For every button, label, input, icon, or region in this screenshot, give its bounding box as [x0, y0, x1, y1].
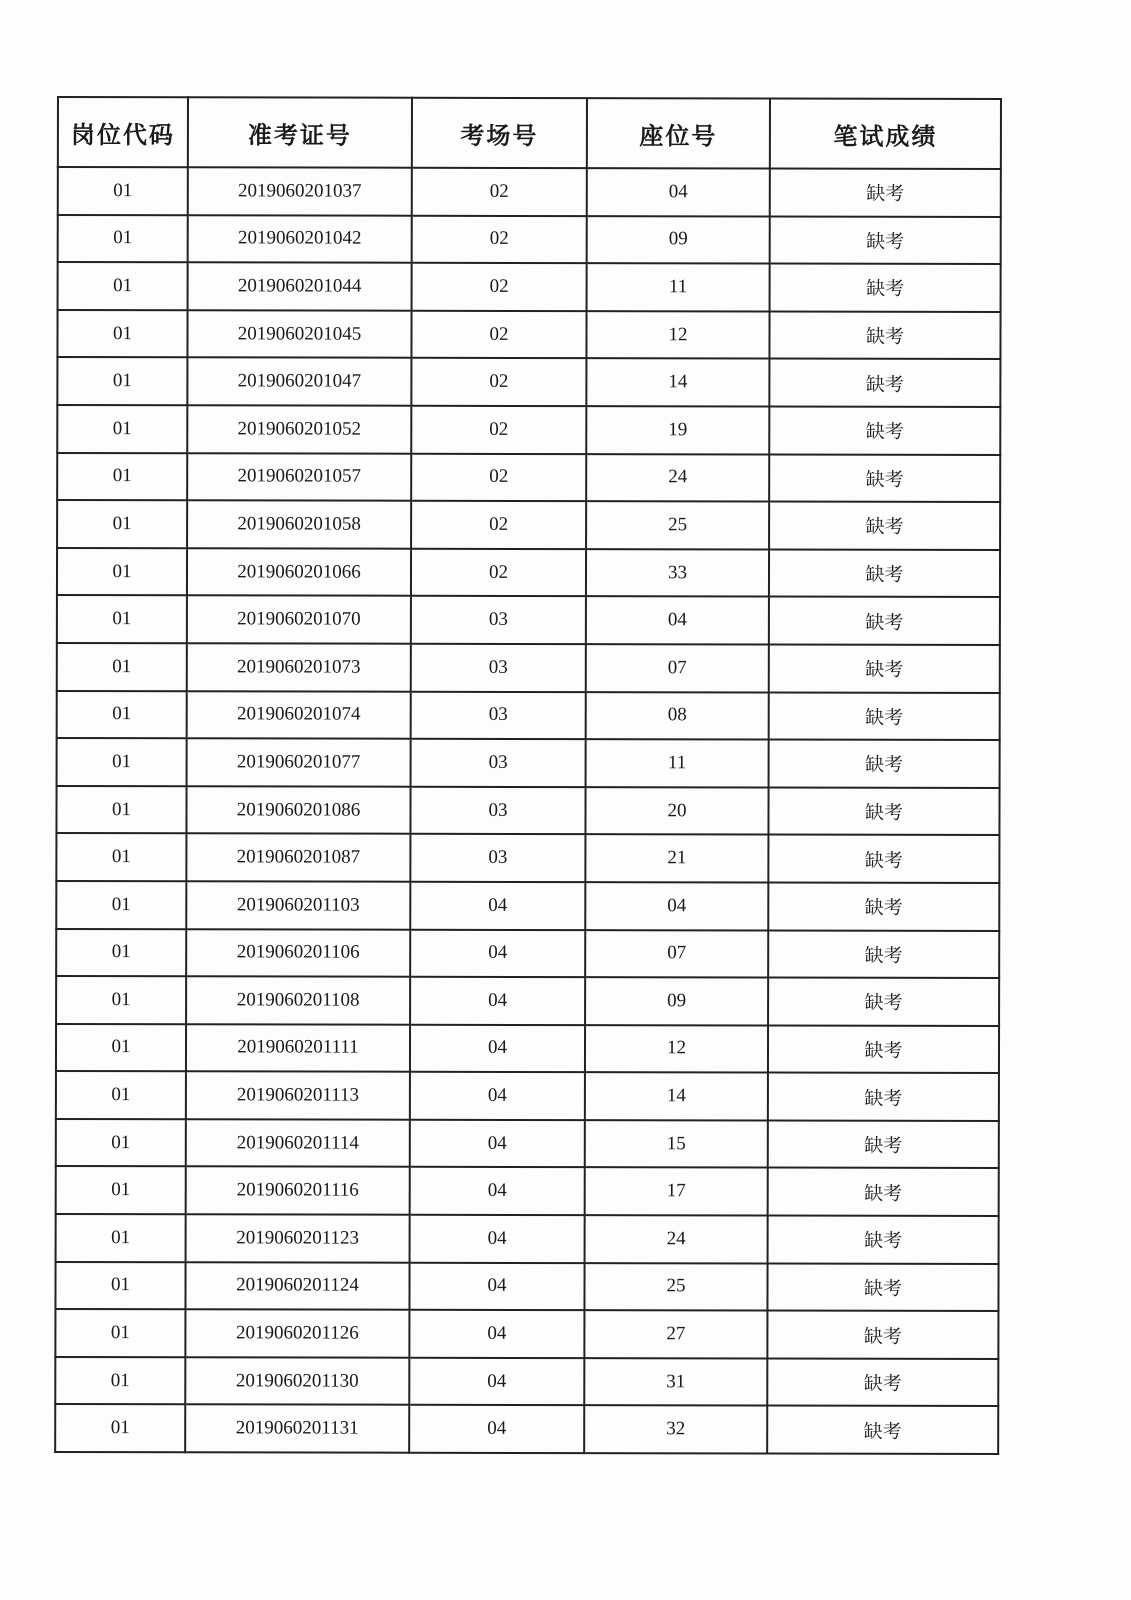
cell-room-number: 02: [412, 263, 587, 311]
table-row: [57, 310, 1000, 360]
cell-post-code: 01: [55, 1309, 185, 1357]
cell-room-number: 02: [411, 501, 586, 549]
cell-seat-number: 09: [585, 977, 768, 1025]
cell-room-number: 04: [410, 1167, 585, 1215]
cell-room-number: 04: [409, 1310, 584, 1358]
cell-room-number: 04: [410, 977, 585, 1025]
cell-written-score: 缺考: [769, 502, 1000, 550]
cell-seat-number: 07: [585, 930, 768, 978]
table-row: [57, 595, 1000, 645]
cell-post-code: 01: [57, 500, 187, 548]
cell-written-score: 缺考: [769, 597, 1000, 645]
cell-written-score: 缺考: [767, 1358, 998, 1406]
table-row: [56, 833, 999, 883]
cell-seat-number: 12: [586, 311, 769, 359]
cell-room-number: 03: [411, 691, 586, 739]
cell-post-code: 01: [55, 1404, 185, 1452]
cell-written-score: 缺考: [770, 168, 1001, 216]
cell-seat-number: 24: [585, 1215, 768, 1263]
table-row: [56, 1214, 999, 1264]
cell-post-code: 01: [56, 833, 186, 881]
table-row: [57, 548, 1000, 598]
cell-ticket-number: 2019060201106: [186, 929, 410, 977]
cell-ticket-number: 2019060201074: [187, 691, 411, 739]
header-row: [58, 97, 1001, 169]
cell-ticket-number: 2019060201070: [187, 596, 411, 644]
cell-ticket-number: 2019060201037: [188, 167, 412, 215]
cell-written-score: 缺考: [769, 692, 1000, 740]
table-row: [56, 929, 999, 979]
cell-seat-number: 20: [585, 787, 768, 835]
cell-room-number: 04: [410, 1072, 585, 1120]
cell-ticket-number: 2019060201086: [186, 786, 410, 834]
cell-written-score: 缺考: [769, 359, 1000, 407]
cell-written-score: 缺考: [768, 882, 999, 930]
table-row: [57, 643, 1000, 693]
table-row: [57, 738, 1000, 788]
cell-ticket-number: 2019060201126: [185, 1310, 409, 1358]
cell-post-code: 01: [56, 1071, 186, 1119]
cell-written-score: 缺考: [768, 1168, 999, 1216]
table-row: [57, 453, 1000, 503]
cell-ticket-number: 2019060201111: [186, 1024, 410, 1072]
cell-post-code: 01: [56, 976, 186, 1024]
cell-post-code: 01: [58, 215, 188, 263]
cell-seat-number: 27: [584, 1310, 767, 1358]
exam-score-table: [54, 96, 1002, 1455]
cell-written-score: 缺考: [767, 1406, 998, 1454]
cell-ticket-number: 2019060201123: [186, 1214, 410, 1262]
cell-room-number: 02: [411, 358, 586, 406]
cell-ticket-number: 2019060201045: [187, 310, 411, 358]
cell-seat-number: 08: [586, 692, 769, 740]
cell-seat-number: 14: [585, 1072, 768, 1120]
cell-ticket-number: 2019060201108: [186, 976, 410, 1024]
cell-seat-number: 32: [584, 1406, 767, 1454]
table-row: [55, 1309, 998, 1359]
table-row: [56, 881, 999, 931]
cell-room-number: 04: [409, 1405, 584, 1453]
cell-seat-number: 33: [586, 549, 769, 597]
cell-post-code: 01: [57, 310, 187, 358]
cell-seat-number: 14: [586, 358, 769, 406]
cell-written-score: 缺考: [768, 930, 999, 978]
cell-post-code: 01: [56, 1119, 186, 1167]
cell-seat-number: 04: [586, 596, 769, 644]
cell-room-number: 04: [410, 1024, 585, 1072]
cell-written-score: 缺考: [767, 1263, 998, 1311]
cell-post-code: 01: [57, 405, 187, 453]
cell-ticket-number: 2019060201114: [186, 1119, 410, 1167]
cell-seat-number: 07: [586, 644, 769, 692]
cell-post-code: 01: [57, 453, 187, 501]
cell-ticket-number: 2019060201131: [185, 1405, 409, 1453]
cell-seat-number: 11: [586, 739, 769, 787]
cell-post-code: 01: [57, 738, 187, 786]
cell-written-score: 缺考: [768, 1073, 999, 1121]
cell-room-number: 02: [411, 453, 586, 501]
cell-room-number: 02: [411, 406, 586, 454]
table-row: [58, 262, 1001, 312]
cell-post-code: 01: [56, 929, 186, 977]
cell-room-number: 03: [411, 739, 586, 787]
cell-room-number: 04: [409, 1358, 584, 1406]
cell-written-score: 缺考: [767, 1311, 998, 1359]
header-written-score: 笔试成绩: [770, 98, 1001, 168]
table-header: [58, 97, 1001, 169]
table-row: [55, 1404, 998, 1454]
cell-post-code: 01: [56, 881, 186, 929]
cell-written-score: 缺考: [768, 835, 999, 883]
cell-written-score: 缺考: [769, 644, 1000, 692]
cell-post-code: 01: [55, 1262, 185, 1310]
cell-post-code: 01: [57, 357, 187, 405]
header-ticket-number: 准考证号: [188, 97, 412, 167]
cell-ticket-number: 2019060201124: [185, 1262, 409, 1310]
cell-room-number: 04: [410, 1215, 585, 1263]
table-row: [56, 1024, 999, 1074]
cell-seat-number: 17: [585, 1168, 768, 1216]
table-row: [58, 215, 1001, 265]
table-row: [56, 1166, 999, 1216]
cell-ticket-number: 2019060201087: [186, 834, 410, 882]
header-room-number: 考场号: [412, 98, 587, 168]
cell-post-code: 01: [58, 262, 188, 310]
cell-ticket-number: 2019060201116: [186, 1167, 410, 1215]
cell-post-code: 01: [57, 643, 187, 691]
cell-ticket-number: 2019060201057: [187, 453, 411, 501]
cell-written-score: 缺考: [768, 1120, 999, 1168]
cell-seat-number: 19: [586, 406, 769, 454]
table-row: [56, 976, 999, 1026]
cell-post-code: 01: [56, 786, 186, 834]
cell-written-score: 缺考: [768, 1025, 999, 1073]
cell-room-number: 02: [411, 311, 586, 359]
cell-seat-number: 21: [585, 834, 768, 882]
cell-post-code: 01: [56, 1166, 186, 1214]
cell-ticket-number: 2019060201066: [187, 548, 411, 596]
cell-post-code: 01: [56, 1024, 186, 1072]
cell-room-number: 04: [410, 1120, 585, 1168]
cell-ticket-number: 2019060201113: [186, 1072, 410, 1120]
table-row: [57, 500, 1000, 550]
cell-room-number: 02: [411, 548, 586, 596]
table-body: [55, 167, 1001, 1454]
cell-seat-number: 31: [584, 1358, 767, 1406]
cell-seat-number: 11: [587, 263, 770, 311]
cell-post-code: 01: [57, 548, 187, 596]
cell-written-score: 缺考: [768, 1216, 999, 1264]
cell-room-number: 02: [412, 215, 587, 263]
cell-post-code: 01: [57, 691, 187, 739]
cell-room-number: 03: [410, 786, 585, 834]
cell-post-code: 01: [55, 1357, 185, 1405]
cell-post-code: 01: [56, 1214, 186, 1262]
cell-ticket-number: 2019060201130: [185, 1357, 409, 1405]
table-row: [57, 691, 1000, 741]
header-seat-number: 座位号: [587, 98, 770, 168]
cell-ticket-number: 2019060201073: [187, 643, 411, 691]
table-row: [58, 167, 1001, 217]
cell-post-code: 01: [57, 595, 187, 643]
cell-written-score: 缺考: [770, 264, 1001, 312]
cell-ticket-number: 2019060201042: [188, 215, 412, 263]
cell-ticket-number: 2019060201044: [188, 262, 412, 310]
cell-room-number: 03: [411, 596, 586, 644]
table-row: [57, 405, 1000, 455]
cell-room-number: 04: [409, 1262, 584, 1310]
cell-written-score: 缺考: [768, 978, 999, 1026]
cell-room-number: 03: [410, 834, 585, 882]
cell-seat-number: 12: [585, 1025, 768, 1073]
cell-ticket-number: 2019060201058: [187, 500, 411, 548]
cell-ticket-number: 2019060201047: [187, 358, 411, 406]
cell-written-score: 缺考: [770, 216, 1001, 264]
cell-written-score: 缺考: [769, 549, 1000, 597]
cell-written-score: 缺考: [768, 787, 999, 835]
cell-ticket-number: 2019060201052: [187, 405, 411, 453]
cell-room-number: 03: [411, 644, 586, 692]
cell-seat-number: 15: [585, 1120, 768, 1168]
cell-seat-number: 04: [585, 882, 768, 930]
table-row: [56, 1071, 999, 1121]
table-row: [55, 1262, 998, 1312]
table-row: [55, 1357, 998, 1407]
cell-post-code: 01: [58, 167, 188, 215]
table-row: [56, 786, 999, 836]
cell-room-number: 02: [412, 168, 587, 216]
cell-written-score: 缺考: [769, 454, 1000, 502]
cell-room-number: 04: [410, 882, 585, 930]
cell-seat-number: 04: [587, 168, 770, 216]
table-row: [56, 1119, 999, 1169]
header-post-code: 岗位代码: [58, 97, 188, 167]
cell-written-score: 缺考: [769, 740, 1000, 788]
cell-seat-number: 25: [584, 1263, 767, 1311]
table-row: [57, 357, 1000, 407]
cell-written-score: 缺考: [769, 406, 1000, 454]
cell-written-score: 缺考: [769, 311, 1000, 359]
cell-ticket-number: 2019060201077: [187, 738, 411, 786]
cell-seat-number: 09: [587, 216, 770, 264]
cell-room-number: 04: [410, 929, 585, 977]
cell-seat-number: 25: [586, 501, 769, 549]
cell-ticket-number: 2019060201103: [186, 881, 410, 929]
cell-seat-number: 24: [586, 454, 769, 502]
